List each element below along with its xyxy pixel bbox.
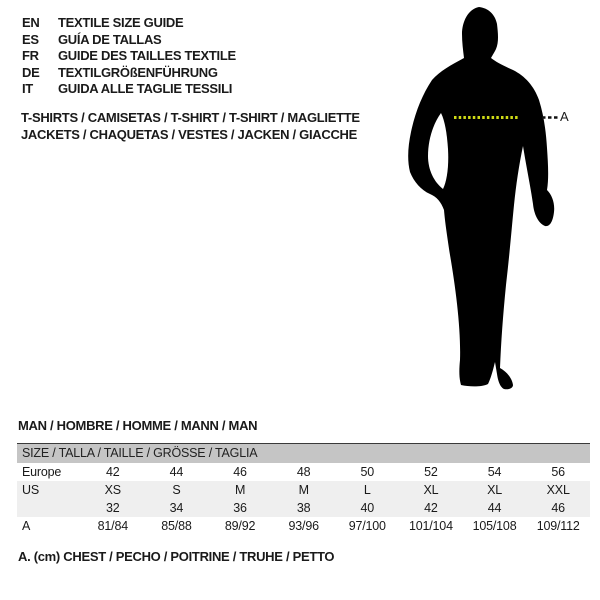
measure-label-a: A xyxy=(560,109,569,124)
table-header: SIZE / TALLA / TAILLE / GRÖSSE / TAGLIA xyxy=(17,444,590,463)
size-cell: M xyxy=(234,482,246,497)
size-cell: 40 xyxy=(360,500,375,515)
size-cell: 44 xyxy=(487,500,502,515)
size-cell: 42 xyxy=(424,500,438,515)
size-cell: 32 xyxy=(106,500,120,515)
size-cell: XL xyxy=(487,482,502,497)
size-cell: XS xyxy=(104,482,121,497)
table-row-us xyxy=(17,481,590,499)
language-code: ES xyxy=(22,31,39,47)
language-code: EN xyxy=(22,15,40,30)
size-cell: XXL xyxy=(546,482,570,497)
language-code: IT xyxy=(22,81,33,97)
size-cell: 46 xyxy=(551,500,565,515)
language-title: TEXTILE SIZE GUIDE xyxy=(58,15,184,30)
size-cell: 50 xyxy=(360,464,375,479)
size-cell: L xyxy=(363,482,371,497)
size-cell: 81/84 xyxy=(97,518,128,533)
size-cell: 101/104 xyxy=(409,518,453,533)
table-row-numeric xyxy=(17,499,590,517)
size-cell: 34 xyxy=(169,500,184,515)
row-label: US xyxy=(22,482,39,497)
language-code: FR xyxy=(22,48,39,64)
size-table xyxy=(17,443,590,535)
size-cell: 42 xyxy=(106,464,120,479)
size-cell: M xyxy=(298,482,309,497)
size-cell: 52 xyxy=(424,464,438,479)
size-cell: XL xyxy=(423,482,439,497)
size-cell: 48 xyxy=(296,464,311,479)
language-title: GUÍA DE TALLAS xyxy=(58,31,162,47)
size-cell: 85/88 xyxy=(161,518,192,533)
section-title-man: MAN / HOMBRE / HOMME / MANN / MAN xyxy=(18,418,258,433)
size-cell: 105/108 xyxy=(472,518,517,533)
size-cell: S xyxy=(172,482,181,497)
language-title: GUIDE DES TAILLES TEXTILE xyxy=(58,48,236,64)
table-row-chest-a xyxy=(17,517,590,535)
size-cell: 46 xyxy=(233,464,247,479)
size-cell: 38 xyxy=(296,500,311,515)
size-cell: 36 xyxy=(233,500,247,515)
size-cell: 97/100 xyxy=(348,518,386,533)
man-silhouette xyxy=(408,7,554,389)
category-jackets: JACKETS / CHAQUETAS / VESTES / JACKEN / GIACCHE xyxy=(21,127,357,142)
row-label: Europe xyxy=(22,464,62,479)
language-title: GUIDA ALLE TAGLIE TESSILI xyxy=(58,81,233,97)
size-cell: 44 xyxy=(169,464,184,479)
category-tshirts: T-SHIRTS / CAMISETAS / T-SHIRT / T-SHIRT / MAGLIETTE xyxy=(21,110,360,125)
footnote-chest: A. (cm) CHEST / PECHO / POITRINE / TRUHE / PETTO xyxy=(18,549,335,564)
size-cell: 93/96 xyxy=(288,518,319,533)
size-cell: 54 xyxy=(487,464,502,479)
table-row-europe xyxy=(17,463,590,481)
language-title: TEXTILGRÖßENFÜHRUNG xyxy=(58,64,218,80)
row-label xyxy=(17,499,81,517)
size-cell: 56 xyxy=(551,464,565,479)
row-label: A xyxy=(22,518,31,533)
language-code: DE xyxy=(22,64,40,80)
size-cell: 89/92 xyxy=(224,518,256,533)
size-cell: 109/112 xyxy=(536,518,580,533)
